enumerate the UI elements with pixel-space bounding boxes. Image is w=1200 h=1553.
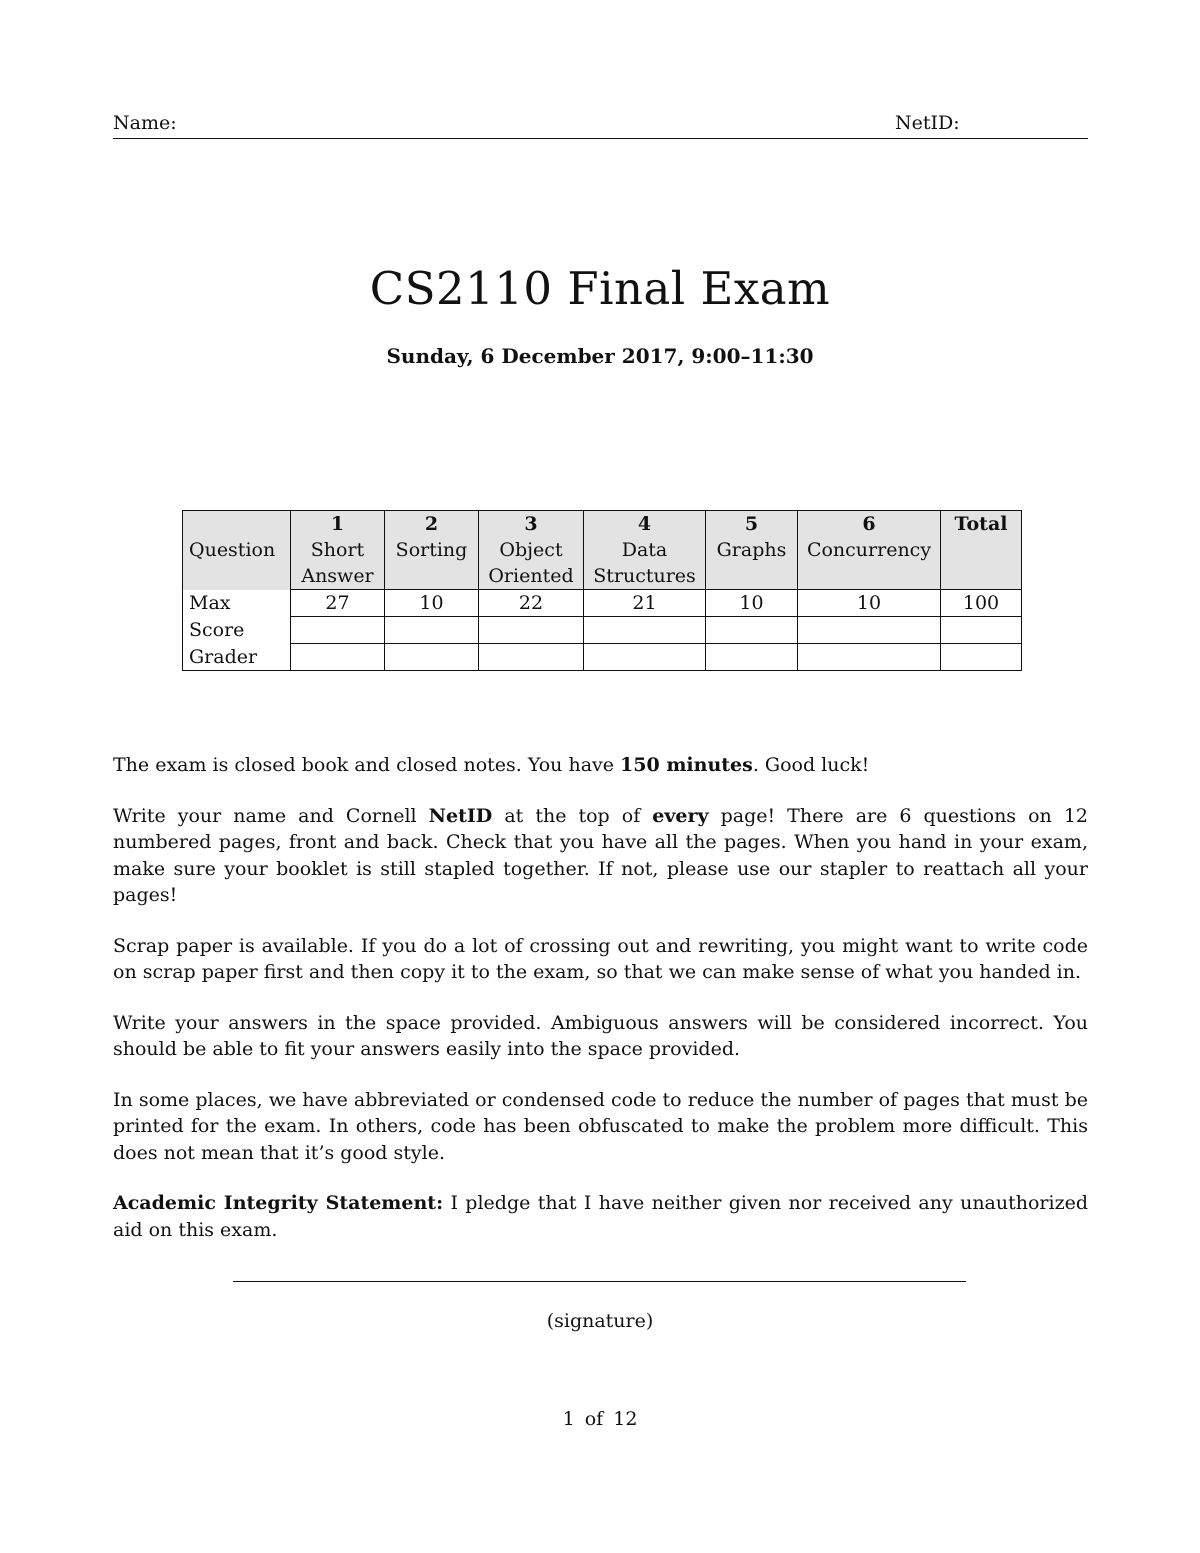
grader-row bbox=[183, 644, 1022, 671]
netid-label: NetID: bbox=[895, 112, 960, 134]
score-table-header-row bbox=[183, 511, 1022, 590]
score-table bbox=[182, 510, 1022, 671]
total-pages: 12 bbox=[613, 1408, 638, 1430]
every-emphasis: every bbox=[652, 804, 709, 827]
max-cell: 21 bbox=[584, 590, 706, 617]
current-page: 1 bbox=[562, 1408, 575, 1430]
max-row bbox=[183, 590, 1022, 617]
question-number: 5 bbox=[744, 513, 759, 535]
question-topic: Short bbox=[310, 539, 365, 561]
instruction-paragraph: Scrap paper is available. If you do a lot of crossing out and rewriting, you might want to write code on scrap paper first and then copy it to the exam, so that we can make sense of what you handed in. bbox=[113, 934, 1088, 983]
question-number: 4 bbox=[637, 513, 652, 535]
question-number: 6 bbox=[862, 513, 876, 535]
score-row bbox=[183, 617, 1022, 644]
instruction-paragraph bbox=[113, 803, 1088, 909]
instruction-paragraph: In some places, we have abbreviated or condensed code to reduce the number of pages that must be printed for the exam. In others, code has been obfuscated to make the problem more difficult. This does not mean that it’s good style. bbox=[113, 1088, 1088, 1164]
max-label: Max bbox=[183, 590, 291, 617]
total-header bbox=[941, 511, 1022, 590]
question-1-header bbox=[291, 511, 385, 590]
exam-date: Sunday, 6 December 2017, 9:00–11:30 bbox=[386, 344, 814, 368]
name-netid-line bbox=[113, 112, 1088, 139]
question-2-header bbox=[385, 511, 479, 590]
total-label: Total bbox=[954, 513, 1008, 535]
question-number: 2 bbox=[424, 513, 439, 535]
question-topic: Answer bbox=[301, 565, 374, 587]
grader-total-cell[interactable] bbox=[941, 644, 1022, 671]
grader-cell[interactable] bbox=[584, 644, 706, 671]
academic-integrity-statement bbox=[113, 1190, 1088, 1243]
text: page! There are 6 questions on 12 numbered pages, front and back. Check that you have all the pages. When you hand in your exam, make sure your booklet is still stapled together. If not, please use our stapler to reattach all your pages! bbox=[113, 804, 1088, 906]
grader-cell[interactable] bbox=[291, 644, 385, 671]
score-cell[interactable] bbox=[798, 617, 941, 644]
of-label: of bbox=[584, 1408, 604, 1430]
grader-label: Grader bbox=[183, 644, 291, 671]
max-cell: 27 bbox=[291, 590, 385, 617]
instruction-paragraph: Write your answers in the space provided. Ambiguous answers will be considered incorrect. You should be able to fit your answers easily into the space provided. bbox=[113, 1011, 1088, 1060]
question-number: 1 bbox=[330, 513, 345, 535]
instruction-paragraph bbox=[113, 752, 1088, 779]
score-cell[interactable] bbox=[479, 617, 584, 644]
question-topic bbox=[391, 563, 472, 589]
max-total-cell: 100 bbox=[941, 590, 1022, 617]
max-cell: 10 bbox=[798, 590, 941, 617]
grader-cell[interactable] bbox=[385, 644, 479, 671]
question-topic: Sorting bbox=[395, 539, 468, 561]
question-topic: Graphs bbox=[716, 539, 787, 561]
signature-line[interactable] bbox=[233, 1281, 966, 1282]
question-label: Question bbox=[183, 511, 291, 590]
question-topic bbox=[804, 563, 934, 589]
max-cell: 10 bbox=[706, 590, 798, 617]
question-topic: Object bbox=[499, 539, 563, 561]
name-label: Name: bbox=[113, 112, 177, 134]
score-cell[interactable] bbox=[291, 617, 385, 644]
score-label: Score bbox=[183, 617, 291, 644]
max-cell: 22 bbox=[479, 590, 584, 617]
score-cell[interactable] bbox=[385, 617, 479, 644]
text: The exam is closed book and closed notes. You have bbox=[113, 754, 621, 776]
signature-caption: (signature) bbox=[546, 1310, 654, 1332]
page-number bbox=[0, 1408, 1200, 1430]
text: . Good luck! bbox=[752, 754, 870, 776]
score-cell[interactable] bbox=[584, 617, 706, 644]
grader-cell[interactable] bbox=[706, 644, 798, 671]
text: Write your name and Cornell bbox=[113, 804, 429, 827]
question-4-header bbox=[584, 511, 706, 590]
question-topic: Oriented bbox=[488, 565, 574, 587]
question-topic: Data bbox=[621, 539, 668, 561]
grader-cell[interactable] bbox=[798, 644, 941, 671]
score-cell[interactable] bbox=[706, 617, 798, 644]
question-3-header bbox=[479, 511, 584, 590]
time-limit: 150 minutes bbox=[620, 754, 753, 776]
integrity-heading: Academic Integrity Statement: bbox=[113, 1192, 444, 1214]
score-total-cell[interactable] bbox=[941, 617, 1022, 644]
exam-title: CS2110 Final Exam bbox=[369, 262, 831, 315]
question-6-header bbox=[798, 511, 941, 590]
netid-emphasis: NetID bbox=[428, 804, 493, 827]
question-topic bbox=[712, 563, 791, 589]
question-number: 3 bbox=[524, 513, 538, 535]
text: I pledge that I have neither given nor received any unauthorized aid on this exam. bbox=[113, 1192, 1089, 1241]
question-5-header bbox=[706, 511, 798, 590]
question-topic: Concurrency bbox=[806, 539, 932, 561]
question-topic: Structures bbox=[593, 565, 696, 587]
instructions bbox=[113, 752, 1088, 1267]
text: at the top of bbox=[492, 804, 653, 827]
max-cell: 10 bbox=[385, 590, 479, 617]
grader-cell[interactable] bbox=[479, 644, 584, 671]
